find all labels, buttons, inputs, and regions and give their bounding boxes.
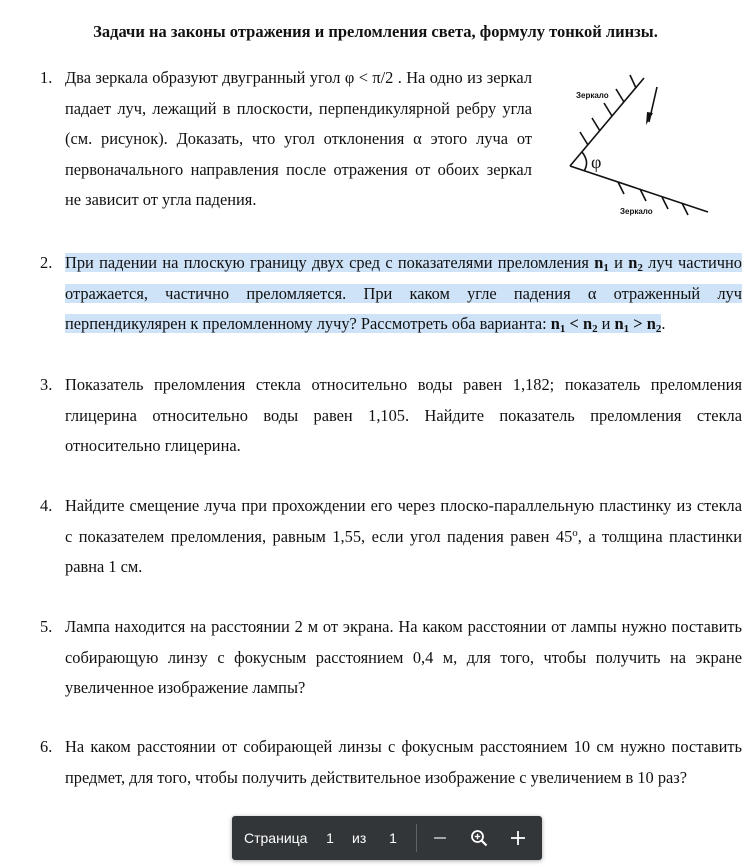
- problem-text: Два зеркала образуют двугранный угол φ < π/2 . На одно из зеркал падает луч, лежащий в плоскости, перпендикулярной ребру угла (см. рисунок). Доказать, что угол отклонения α этого луча от первоначального направления после отражения от обоих зеркал не зависит от угла падения.: [65, 68, 532, 209]
- text-selection[interactable]: При падении на плоскую границу двух сред с показателями преломления $n_1$ и $n_2$ луч частично отражается, частично преломляется. При каком угле падения α отраженный луч перпендикулярен к преломленному лучу? Рассмотреть оба варианта: $n_1 < n_2$ и $n_1 > n_2$: [65, 253, 742, 335]
- angle-label: φ: [591, 152, 602, 172]
- page-total: 1: [389, 830, 397, 846]
- problem-number: 3.: [40, 375, 53, 394]
- problem-number: 4.: [40, 496, 53, 515]
- problem-number: 6.: [40, 737, 53, 756]
- plus-icon: [510, 830, 526, 846]
- problem-number: 2.: [40, 253, 53, 272]
- problem-text: Найдите смещение луча при прохождении его через плоско-параллельную пластинку из стекла с показателем преломления, равным 1,55, если угол падения равен $45^о$, а толщина пластинки равна 1 см.: [65, 496, 742, 576]
- n2-symbol: $n_2$: [628, 253, 643, 274]
- variant-gt: $n_1 > n_2$: [614, 314, 662, 335]
- mirrors-figure: [560, 70, 720, 220]
- toolbar-divider: [416, 824, 417, 852]
- page-of-label: из: [352, 830, 367, 846]
- problem-text[interactable]: При падении на плоскую границу двух сред с показателями преломления $n_1$ и $n_2$ луч частично отражается, частично преломляется. При каком угле падения α отраженный луч перпендикулярен к преломленному лучу? Рассмотреть оба варианта: $n_1 < n_2$ и $n_1 > n_2$.: [65, 253, 742, 335]
- zoom-out-button[interactable]: [422, 816, 458, 860]
- page-label: Страница: [244, 830, 308, 846]
- problem-text: Лампа находится на расстоянии 2 м от экрана. На каком расстоянии от лампы нужно поставить собирающую линзу с фокусным расстоянием 0,4 м, для того, чтобы получить на экране увеличенное изображение лампы?: [65, 617, 742, 697]
- viewer-toolbar: [232, 816, 542, 860]
- zoom-in-button[interactable]: [500, 816, 536, 860]
- variant-lt: $n_1 < n_2$: [550, 314, 598, 335]
- mirror-label-top: Зеркало: [576, 91, 609, 100]
- mirror-label-bottom: Зеркало: [620, 207, 653, 216]
- problem-number: 5.: [40, 617, 53, 636]
- page-number[interactable]: 1: [326, 830, 334, 846]
- zoom-fit-button[interactable]: [461, 816, 497, 860]
- document-title: Задачи на законы отражения и преломления света, формулу тонкой линзы.: [93, 22, 658, 41]
- n1-symbol: $n_1$: [594, 253, 609, 274]
- problem-number: 1.: [40, 68, 53, 87]
- problem-text: Показатель преломления стекла относительно воды равен 1,182; показатель преломления глицерина относительно воды равен 1,105. Найдите показатель преломления стекла относительно глицерина.: [65, 375, 742, 455]
- minus-icon: [432, 830, 448, 846]
- problem-text: На каком расстоянии от собирающей линзы с фокусным расстоянием 10 см нужно поставить предмет, для того, чтобы получить действительное изображение с увеличением в 10 раз?: [65, 737, 742, 787]
- zoom-icon: [470, 829, 488, 847]
